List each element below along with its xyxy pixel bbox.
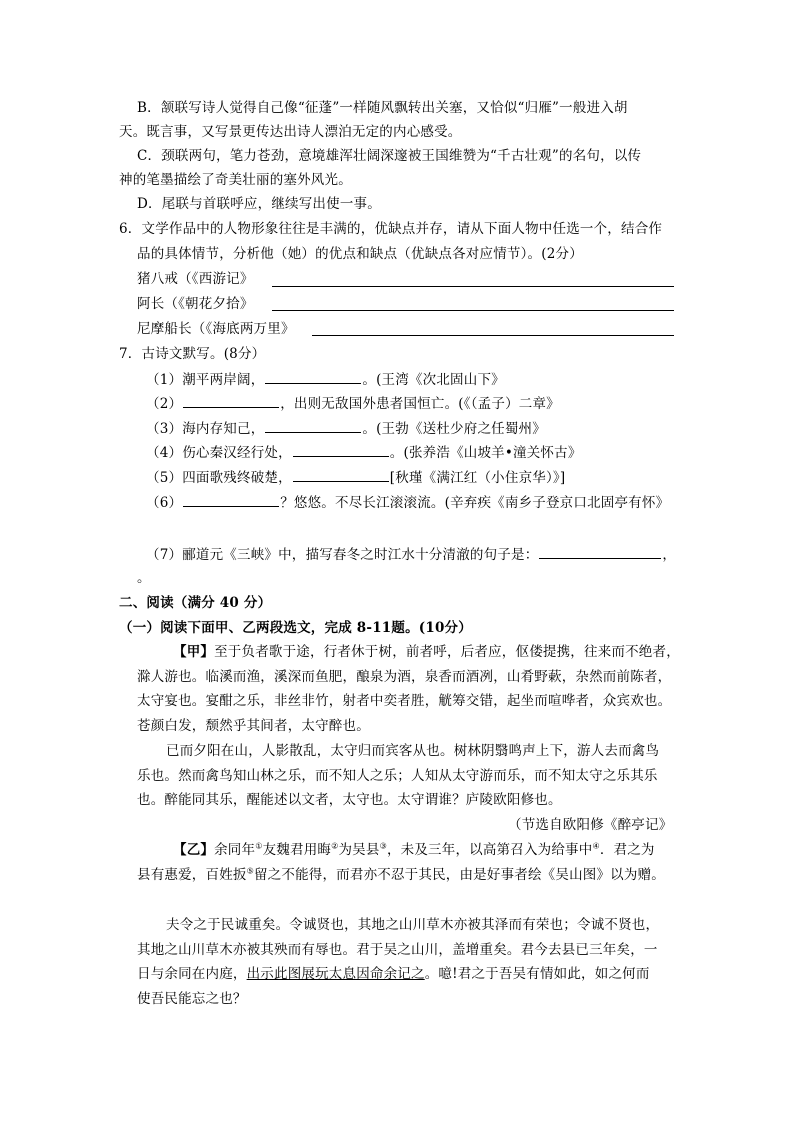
q5-option-b-line2: 天。既言事，又写景更传达出诗人漂泊无定的内心感受。	[119, 124, 462, 140]
q5-option-c-line2: 神的笔墨描绘了奇美壮丽的塞外风光。	[119, 172, 352, 188]
q7-item-2	[146, 394, 560, 413]
q6-stem-line1: 6．文学作品中的人物形象往往是丰满的，优缺点并存，请从下面人物中任选一个，结合作	[119, 221, 663, 237]
q7-item-6-suffix: ？悠悠。不尽长江滚滚流。(辛弃疾《南乡子登京口北固亭有怀》	[280, 495, 670, 511]
yi-para1-line1	[173, 841, 655, 859]
footnote-4: ④	[592, 841, 600, 851]
q7-item-7-comma: ，	[662, 547, 677, 563]
jia-para2-line3: 也。醉能同其乐，醒能述以文者，太守也。太守谓谁？庐陵欧阳修也。	[137, 792, 562, 808]
yi-line3-b: 。噫!君之于吾吴有情如此，如之何而	[424, 966, 650, 982]
q7-item-4-prefix: （4）伤心秦汉经行处，	[146, 445, 292, 461]
q5-option-d: D．尾联与首联呼应，继续写出使一事。	[137, 196, 381, 212]
q7-item-7	[146, 545, 676, 564]
yi-para1-line2	[137, 866, 665, 884]
jia-para1-line2: 滁人游也。临溪而渔，溪深而鱼肥，酿泉为酒，泉香而酒冽，山肴野蔌，杂然而前陈者，	[137, 669, 672, 685]
q7-item-5	[146, 468, 565, 487]
q6-stem-line2: 品的具体情节，分析他（她）的优点和缺点（优缺点各对应情节）。(2分）	[137, 246, 583, 262]
q5-option-c-line1: C．颈联两句，笔力苍劲，意境雄浑壮阔深邃被王国维赞为“千古壮观”的名句，以传	[137, 148, 642, 164]
jia-para1-line3: 太守宴也。宴酣之乐，非丝非竹，射者中奕者胜，觥筹交错，起坐而喧哗者，众宾欢也。	[137, 693, 672, 709]
q6-option-nemo: 尼摩船长（《海底两万里》	[137, 321, 295, 337]
q7-item-3-blank[interactable]	[265, 419, 361, 433]
q7-item-7-blank-1[interactable]	[539, 545, 661, 559]
section-2-subsection-1-title: （一）阅读下面甲、乙两段选文，完成 8-11题。(10分）	[119, 620, 472, 636]
q7-item-6-blank[interactable]	[183, 493, 279, 507]
q7-item-2-prefix: （2）	[146, 396, 183, 412]
q7-item-2-suffix: ，出则无敌国外患者国恒亡。(《（孟子）二章》	[280, 396, 560, 412]
q7-item-4-suffix: 。(张养浩《山坡羊•潼关怀古》	[389, 445, 582, 461]
q6-answer-line-1[interactable]	[272, 285, 674, 287]
q7-item-6-prefix: （6）	[146, 495, 183, 511]
q7-item-5-blank[interactable]	[293, 468, 389, 482]
q6-answer-line-3[interactable]	[312, 334, 674, 336]
jia-para2-line1: 已而夕阳在山，人影散乱，太守归而宾客从也。树林阴翳鸣声上下，游人去而禽鸟	[166, 743, 660, 759]
section-2-title: 二、阅读（满分 40 分）	[119, 595, 272, 611]
q7-item-4	[146, 443, 582, 462]
q7-item-1-suffix: 。(王湾《次北固山下》	[362, 372, 505, 388]
yi-text-f: 县有惠爱，百姓扳	[137, 867, 247, 883]
yi-text-g: 留之不能得，而君亦不忍于其民，由是好事者绘《吴山图》以为赠。	[253, 867, 665, 883]
footnote-3: ③	[379, 841, 387, 851]
yi-line3-a: 日与余同在内庭，	[137, 966, 247, 982]
yi-underlined-sentence: 出示此图展玩太息因命余记之	[246, 966, 425, 982]
footnote-2: ②	[331, 841, 339, 851]
q6-option-achang: 阿长（《朝花夕拾》	[137, 296, 254, 312]
yi-label: 【乙】	[173, 842, 215, 858]
yi-text-c: 为吴县	[338, 842, 380, 858]
jia-label: 【甲】	[173, 644, 215, 660]
q7-item-3-suffix: 。(王勃《送杜少府之任蜀州》	[362, 421, 546, 437]
yi-para2-line1: 夫令之于民诚重矣。令诚贤也，其地之山川草木亦被其泽而有荣也；令诚不贤也，	[166, 917, 660, 933]
q7-item-6	[146, 493, 669, 512]
q7-item-7-prefix: （7）郦道元《三峡》中，描写春冬之时江水十分清澈的句子是：	[146, 547, 539, 563]
yi-text-d: ，未及三年，以高第召入为给事中	[386, 842, 593, 858]
jia-para1-line1	[173, 643, 680, 661]
yi-para2-line4: 使吾民能忘之也？	[137, 991, 247, 1007]
q7-item-1-prefix: （1）潮平两岸阔，	[146, 372, 265, 388]
yi-text-b: 友魏君用晦	[262, 842, 332, 858]
footnote-5: ⑤	[246, 866, 254, 876]
q7-stem: 7．古诗文默写。(8分）	[119, 346, 266, 362]
q6-option-zhubajie: 猪八戒（《西游记》	[137, 271, 254, 287]
yi-text-a: 余同年	[214, 842, 256, 858]
q7-item-1-blank[interactable]	[265, 370, 361, 384]
q7-item-4-blank[interactable]	[293, 443, 389, 457]
footnote-1: ①	[255, 841, 263, 851]
q7-item-3	[146, 419, 546, 438]
q7-item-5-suffix: [秋瑾《满江红（小住京华）》]	[389, 470, 566, 486]
jia-para1-line4: 苍颜白发，颓然乎其间者，太守醉也。	[137, 718, 370, 734]
jia-para1-line1-text: 至于负者歌于途，行者休于树，前者呼，后者应，伛偻提携，往来而不绝者，	[214, 644, 680, 660]
q6-answer-line-2[interactable]	[272, 309, 674, 311]
q7-item-1	[146, 370, 505, 389]
q7-item-5-prefix: （5）四面歌残终破楚，	[146, 470, 292, 486]
yi-text-e: ．君之为	[599, 842, 655, 858]
jia-para2-line2: 乐也。然而禽鸟知山林之乐，而不知人之乐；人知从太守游而乐，而不知太守之乐其乐	[137, 768, 658, 784]
jia-source: （节选自欧阳修《醉亭记》	[508, 817, 673, 833]
q5-option-b-line1: B．颔联写诗人觉得自己像“征蓬”一样随风飘转出关塞，又恰似“归雁”一般进入胡	[137, 100, 628, 116]
yi-para2-line2: 其地之山川草木亦被其殃而有辱也。君于吴之山川，盖增重矣。君今去县已三年矣，一	[137, 942, 658, 958]
q7-item-3-prefix: （3）海内存知己，	[146, 421, 265, 437]
q7-item-2-blank[interactable]	[183, 394, 279, 408]
yi-para2-line3	[137, 965, 650, 983]
q7-item-7-end: 。	[137, 570, 151, 586]
